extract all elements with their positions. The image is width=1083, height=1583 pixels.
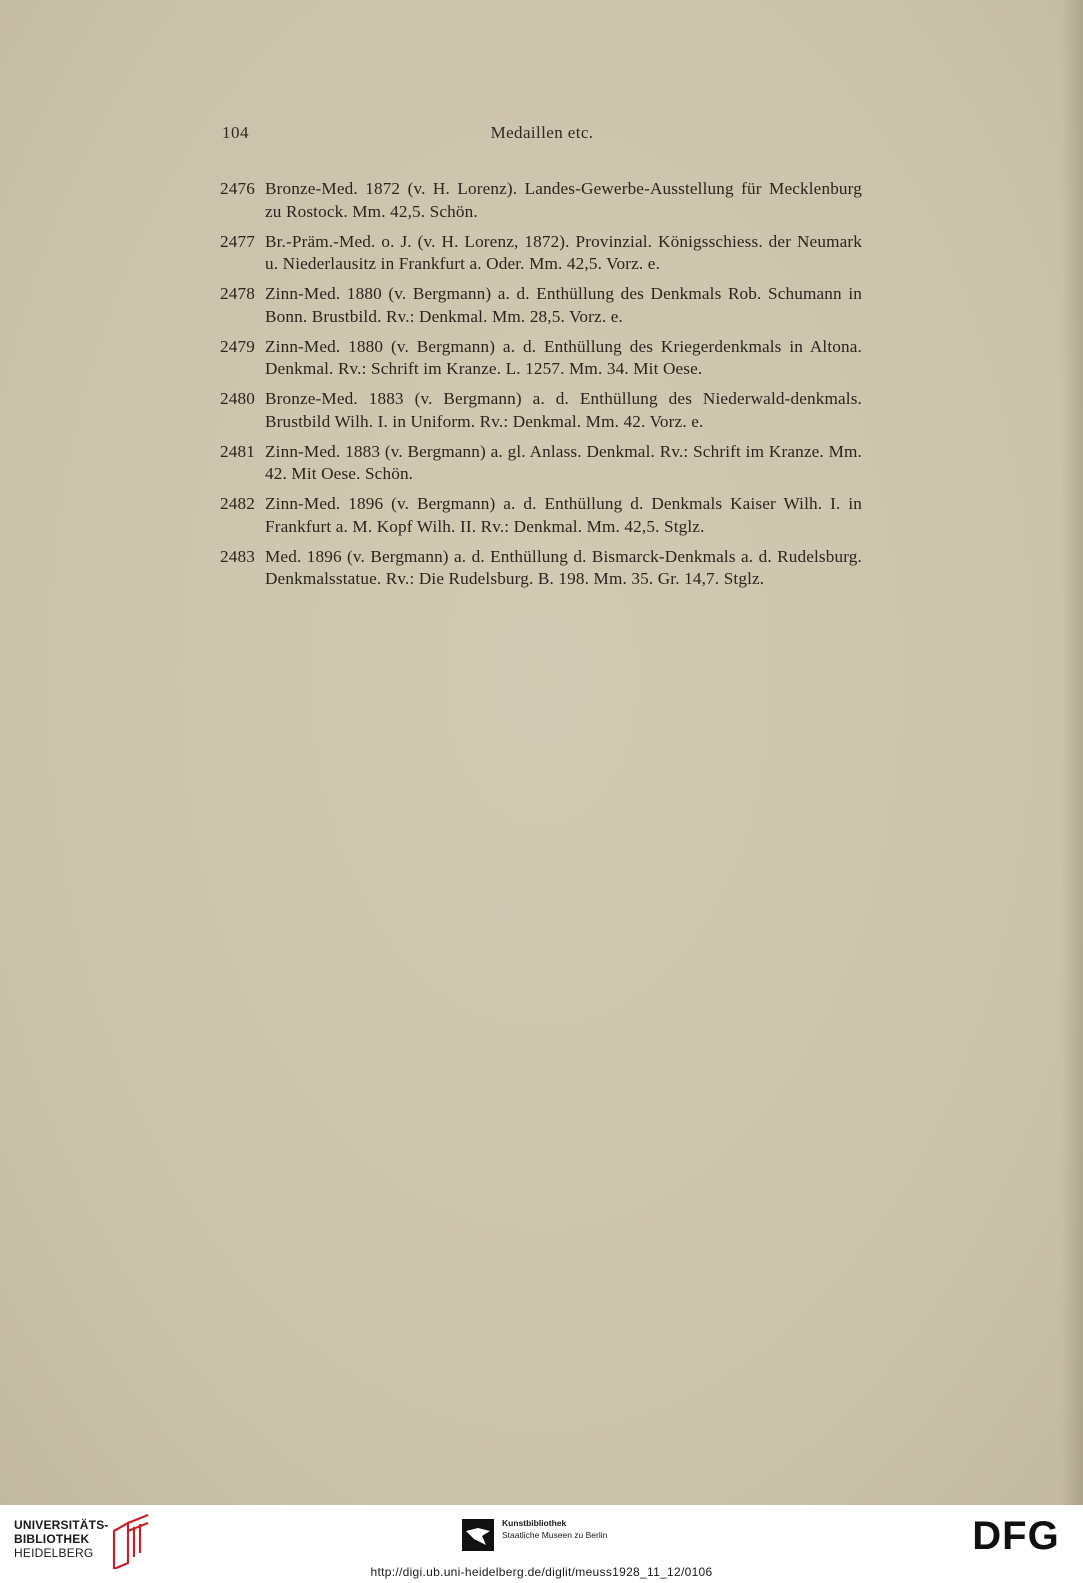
ub-logo-line2: BIBLIOTHEK — [14, 1532, 90, 1546]
kunstbibliothek-line1: Kunstbibliothek — [502, 1518, 567, 1528]
ub-logo-line3: HEIDELBERG — [14, 1546, 94, 1560]
page-header — [222, 123, 862, 147]
kunstbibliothek-logo[interactable] — [462, 1515, 662, 1555]
entry-number: 2483 — [220, 546, 255, 566]
entry-number: 2481 — [220, 441, 255, 461]
catalog-entry — [220, 336, 862, 381]
entry-number: 2482 — [220, 494, 255, 513]
entry-text: Zinn-Med. 1880 (v. Bergmann) a. d. Enthüllung des Kriegerdenkmals in Altona. Denkmal. Rv.: Schrift im Kranze. L. 1257. Mm. 34. Mit Oese. — [265, 336, 862, 378]
catalog-entries — [220, 178, 862, 598]
ub-logo-line1: UNIVERSITÄTS- — [14, 1518, 109, 1532]
running-head: Medaillen etc. — [490, 123, 594, 142]
entry-text: Bronze-Med. 1883 (v. Bergmann) a. d. Enthüllung des Niederwald-denkmals. Brustbild Wilh. I. in Uniform. Rv.: Denkmal. Mm. 42. Vorz. e. — [265, 389, 862, 431]
kunstbibliothek-line2: Staatliche Museen zu Berlin — [502, 1530, 608, 1540]
entry-number: 2480 — [220, 389, 255, 408]
entry-text: Zinn-Med. 1880 (v. Bergmann) a. d. Enthüllung des Denkmals Rob. Schumann in Bonn. Brustbild. Rv.: Denkmal. Mm. 28,5. Vorz. e. — [265, 284, 862, 326]
page-url[interactable]: http://digi.ub.uni-heidelberg.de/diglit/meuss1928_11_12/0106 — [370, 1565, 713, 1579]
entry-text: Br.-Präm.-Med. o. J. (v. H. Lorenz, 1872). Provinzial. Königsschiess. der Neumark u. Niederlausitz in Frankfurt a. Oder. Mm. 42,5. Vorz. e. — [265, 231, 862, 273]
entry-text: Zinn-Med. 1883 (v. Bergmann) a. gl. Anlass. Denkmal. Rv.: Schrift im Kranze. Mm. 42. Mit Oese. Schön. — [265, 441, 862, 483]
entry-text: Med. 1896 (v. Bergmann) a. d. Enthüllung d. Bismarck-Denkmals a. d. Rudelsburg. Denkmalsstatue. Rv.: Die Rudelsburg. B. 198. Mm. 35. Gr. 14,7. Stglz. — [265, 546, 862, 588]
entry-text: Bronze-Med. 1872 (v. H. Lorenz). Landes-Gewerbe-Ausstellung für Mecklenburg zu Rostock. Mm. 42,5. Schön. — [265, 179, 862, 221]
dfg-logo-text: DFG — [972, 1514, 1060, 1555]
catalog-entry — [220, 441, 862, 486]
viewer-footer — [0, 1505, 1083, 1583]
kunstbibliothek-mark-icon — [462, 1519, 494, 1551]
page-edge-shadow — [1061, 0, 1083, 1505]
entry-text: Zinn-Med. 1896 (v. Bergmann) a. d. Enthüllung d. Denkmals Kaiser Wilh. I. in Frankfurt a. M. Kopf Wilh. II. Rv.: Denkmal. Mm. 42,5. Stglz. — [265, 494, 862, 536]
ub-logo-mark-icon — [108, 1513, 152, 1569]
entry-number: 2477 — [220, 231, 255, 251]
entry-number: 2476 — [220, 179, 255, 198]
catalog-entry — [220, 388, 862, 433]
dfg-logo[interactable] — [962, 1513, 1070, 1555]
entry-number: 2478 — [220, 284, 255, 303]
catalog-entry — [220, 546, 862, 591]
catalog-entry — [220, 231, 862, 276]
catalog-entry — [220, 283, 862, 328]
catalog-entry — [220, 178, 862, 223]
ub-heidelberg-logo[interactable] — [14, 1518, 109, 1560]
catalog-entry — [220, 493, 862, 538]
page-number: 104 — [222, 123, 249, 142]
entry-number: 2479 — [220, 336, 255, 356]
kunstbibliothek-text — [502, 1517, 607, 1541]
